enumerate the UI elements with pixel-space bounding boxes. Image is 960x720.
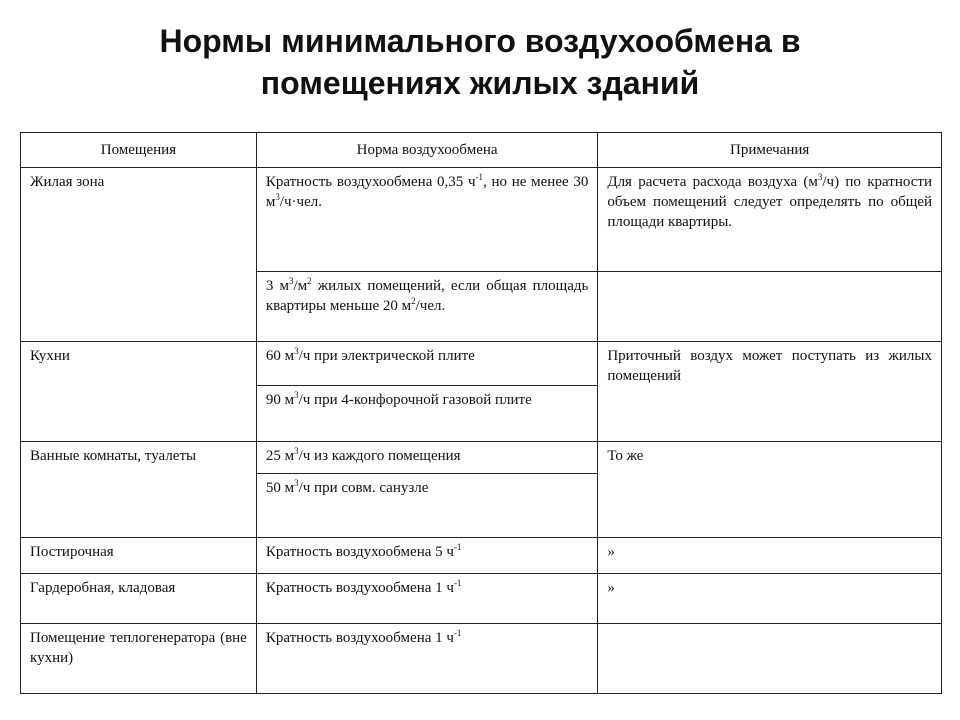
table-row <box>21 574 942 624</box>
room-cell: Постирочная <box>21 538 257 574</box>
table-row <box>21 538 942 574</box>
header-rooms: Помещения <box>21 133 257 168</box>
norm-cell: 50 $м^3/ч$ при совм. санузле <box>256 474 598 538</box>
table-row <box>21 342 942 386</box>
note-cell-empty <box>598 624 942 694</box>
note-cell: » <box>598 538 942 574</box>
note-cell: Для расчета расхода воздуха $(м^3/ч)$ по кратности объем помещений следует определять по общей площади квартиры. <box>598 168 942 272</box>
title-line-1: Нормы минимального воздухообмена в <box>159 23 801 59</box>
room-cell: Ванные комнаты, туалеты <box>21 442 257 538</box>
room-cell: Гардеробная, кладовая <box>21 574 257 624</box>
air-exchange-table <box>20 132 942 694</box>
norm-cell: 25 $м^3/ч$ из каждого помещения <box>256 442 598 474</box>
title-line-2: помещениях жилых зданий <box>260 65 700 101</box>
header-notes: Примечания <box>598 133 942 168</box>
norm-cell: Кратность воздухообмена 0,35 $ч^{-1}$, но не менее 30 $м^3/ч\cdot чел$. <box>256 168 598 272</box>
note-cell: Приточный воздух может поступать из жилых помещений <box>598 342 942 442</box>
table-row <box>21 442 942 474</box>
page-title <box>60 20 900 104</box>
norm-cell: 60 $м^3/ч$ при электрической плите <box>256 342 598 386</box>
table-row <box>21 168 942 272</box>
table-header-row <box>21 133 942 168</box>
note-cell: » <box>598 574 942 624</box>
room-cell: Помещение теплогенератора (вне кухни) <box>21 624 257 694</box>
header-norm: Норма воздухообмена <box>256 133 598 168</box>
norm-cell: Кратность воздухообмена 5 $ч^{-1}$ <box>256 538 598 574</box>
room-cell: Кухни <box>21 342 257 442</box>
norm-cell: Кратность воздухообмена 1 $ч^{-1}$ <box>256 574 598 624</box>
norm-cell: 3 $м^3/м^2$ жилых помещений, если общая площадь квартиры меньше 20 $м^2$/чел. <box>256 272 598 342</box>
norm-cell: 90 $м^3/ч$ при 4-конфорочной газовой плите <box>256 386 598 442</box>
room-cell: Жилая зона <box>21 168 257 342</box>
table-row <box>21 624 942 694</box>
norm-cell: Кратность воздухообмена 1 $ч^{-1}$ <box>256 624 598 694</box>
note-cell: То же <box>598 442 942 538</box>
note-cell-empty <box>598 272 942 342</box>
